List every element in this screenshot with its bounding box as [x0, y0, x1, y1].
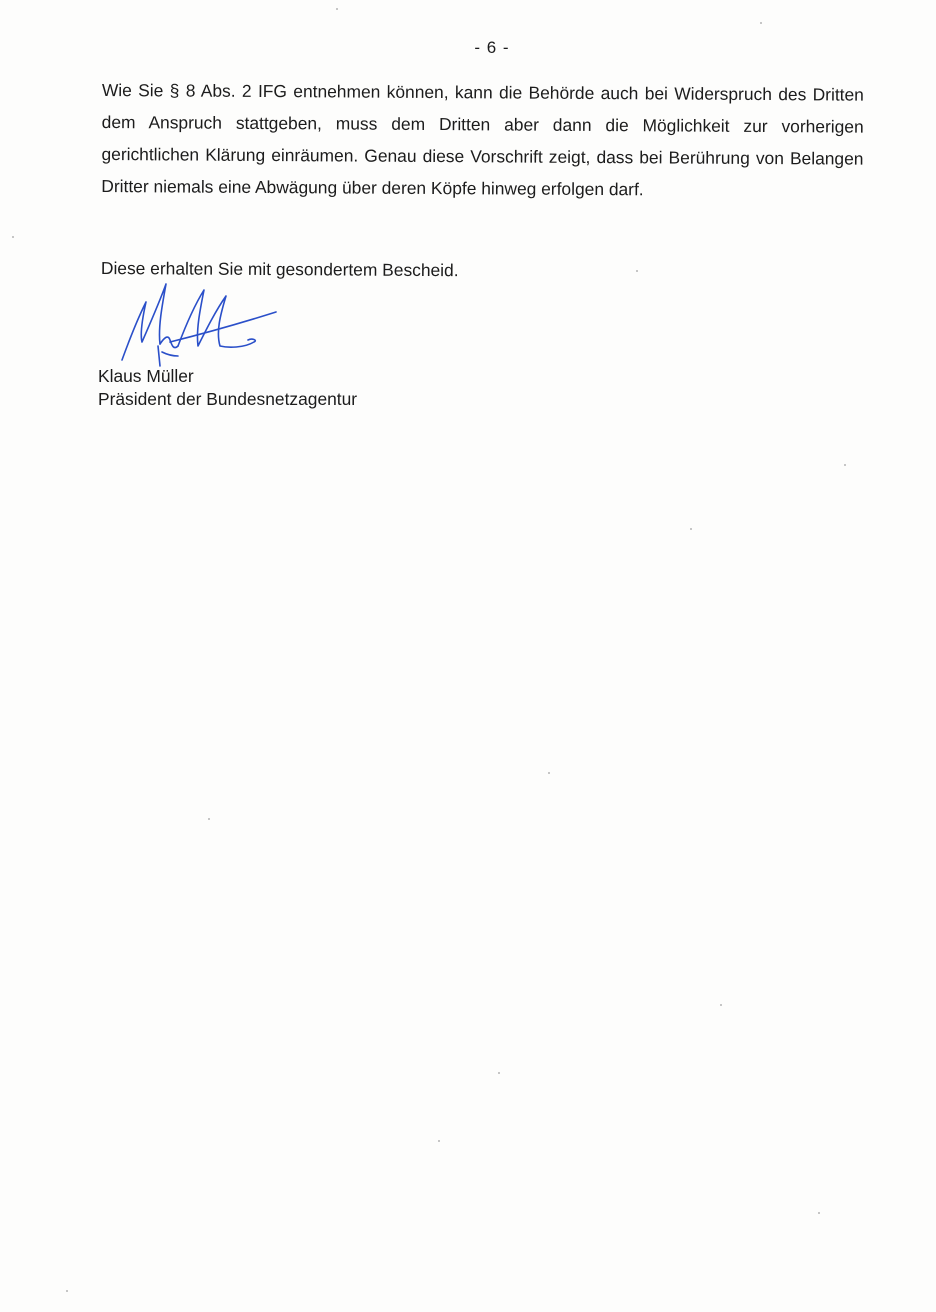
signatory-block	[98, 365, 357, 411]
scan-speck	[844, 464, 846, 466]
signatory-title: Präsident der Bundesnetzagentur	[98, 389, 358, 409]
scan-speck	[66, 1290, 68, 1292]
scan-speck	[818, 1212, 820, 1214]
scan-speck	[336, 8, 338, 10]
page-number: - 6 -	[474, 38, 510, 57]
scan-speck	[438, 1140, 440, 1142]
scan-speck	[760, 22, 762, 24]
closing-line: Diese erhalten Sie mit gesondertem Bescheid.	[100, 257, 459, 281]
scan-speck	[548, 772, 550, 774]
body-paragraph: Wie Sie § 8 Abs. 2 IFG entnehmen können, kann die Behörde auch bei Widerspruch des Dritten dem Anspruch stattgeben, muss dem Dritten aber dann die Möglichkeit zur vorherigen gerichtlichen Klärung einräumen. Genau diese Vorschrift zeigt, dass bei Berührung von Belangen Dritter niemals eine Abwägung über deren Köpfe hinweg erfolgen darf.	[101, 79, 864, 200]
scan-speck	[690, 528, 692, 530]
scan-speck	[636, 270, 638, 272]
scan-speck	[208, 818, 210, 820]
scan-speck	[12, 236, 14, 238]
scan-speck	[720, 1004, 722, 1006]
signatory-name: Klaus Müller	[98, 366, 194, 386]
scan-speck	[498, 1072, 500, 1074]
handwritten-signature-icon	[112, 276, 282, 368]
